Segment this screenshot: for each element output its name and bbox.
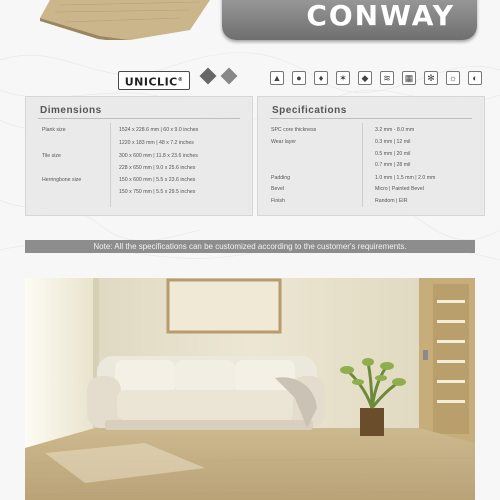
uniclic-logo: UNICLIC® — [118, 71, 190, 90]
column-divider — [362, 123, 363, 207]
fire-icon: ♦ — [314, 71, 328, 85]
floor-plank-image — [40, 0, 220, 40]
sun-icon: ☼ — [446, 71, 460, 85]
customization-note: Note: All the specifications can be customized according to the customer's requirements. — [25, 240, 475, 253]
specifications-heading: Specifications — [272, 105, 347, 116]
dog-icon: ◆ — [358, 71, 372, 85]
title-bar — [222, 0, 477, 40]
divider — [270, 118, 472, 119]
dimensions-heading: Dimensions — [40, 105, 102, 116]
product-title: CONWAY — [306, 0, 455, 32]
snowflake-icon: ✻ — [424, 71, 438, 85]
grid-icon: ▦ — [402, 71, 416, 85]
shoe-icon: ▲ — [270, 71, 284, 85]
water-drop-icon: ● — [292, 71, 306, 85]
column-divider — [110, 123, 111, 207]
floor-heating-icon: ≋ — [380, 71, 394, 85]
fade-resistant-icon: ◐ — [468, 71, 482, 85]
room-photo — [25, 278, 475, 500]
divider — [38, 118, 240, 119]
dimensions-panel: Dimensions Plank size 1524 x 228.6 mm | 60 x 9.0 inches 1220 x 183 mm | 48 x 7.2 inches Tile size 300 x 600 mm | 11.8 x 23.6 inches 228 x 650 mm | 9.0 x 25.6 inches Herringbone size 150 x 600 mm | 5.5 x 23.6 inches 150 x 750 mm | 5.5 x 29.5 inches — [25, 96, 253, 216]
skater-icon: ✶ — [336, 71, 350, 85]
specifications-panel: Specifications SPC core thickness 3.2 mm - 8.0 mm Wear layer 0.3 mm | 12 mil 0.5 mm | 20 mil 0.7 mm | 28 mil Padding 1.0 mm | 1.5 mm | 2.0 mm Bevel Micro | Painted Bevel Finish Random | EIR — [257, 96, 485, 216]
